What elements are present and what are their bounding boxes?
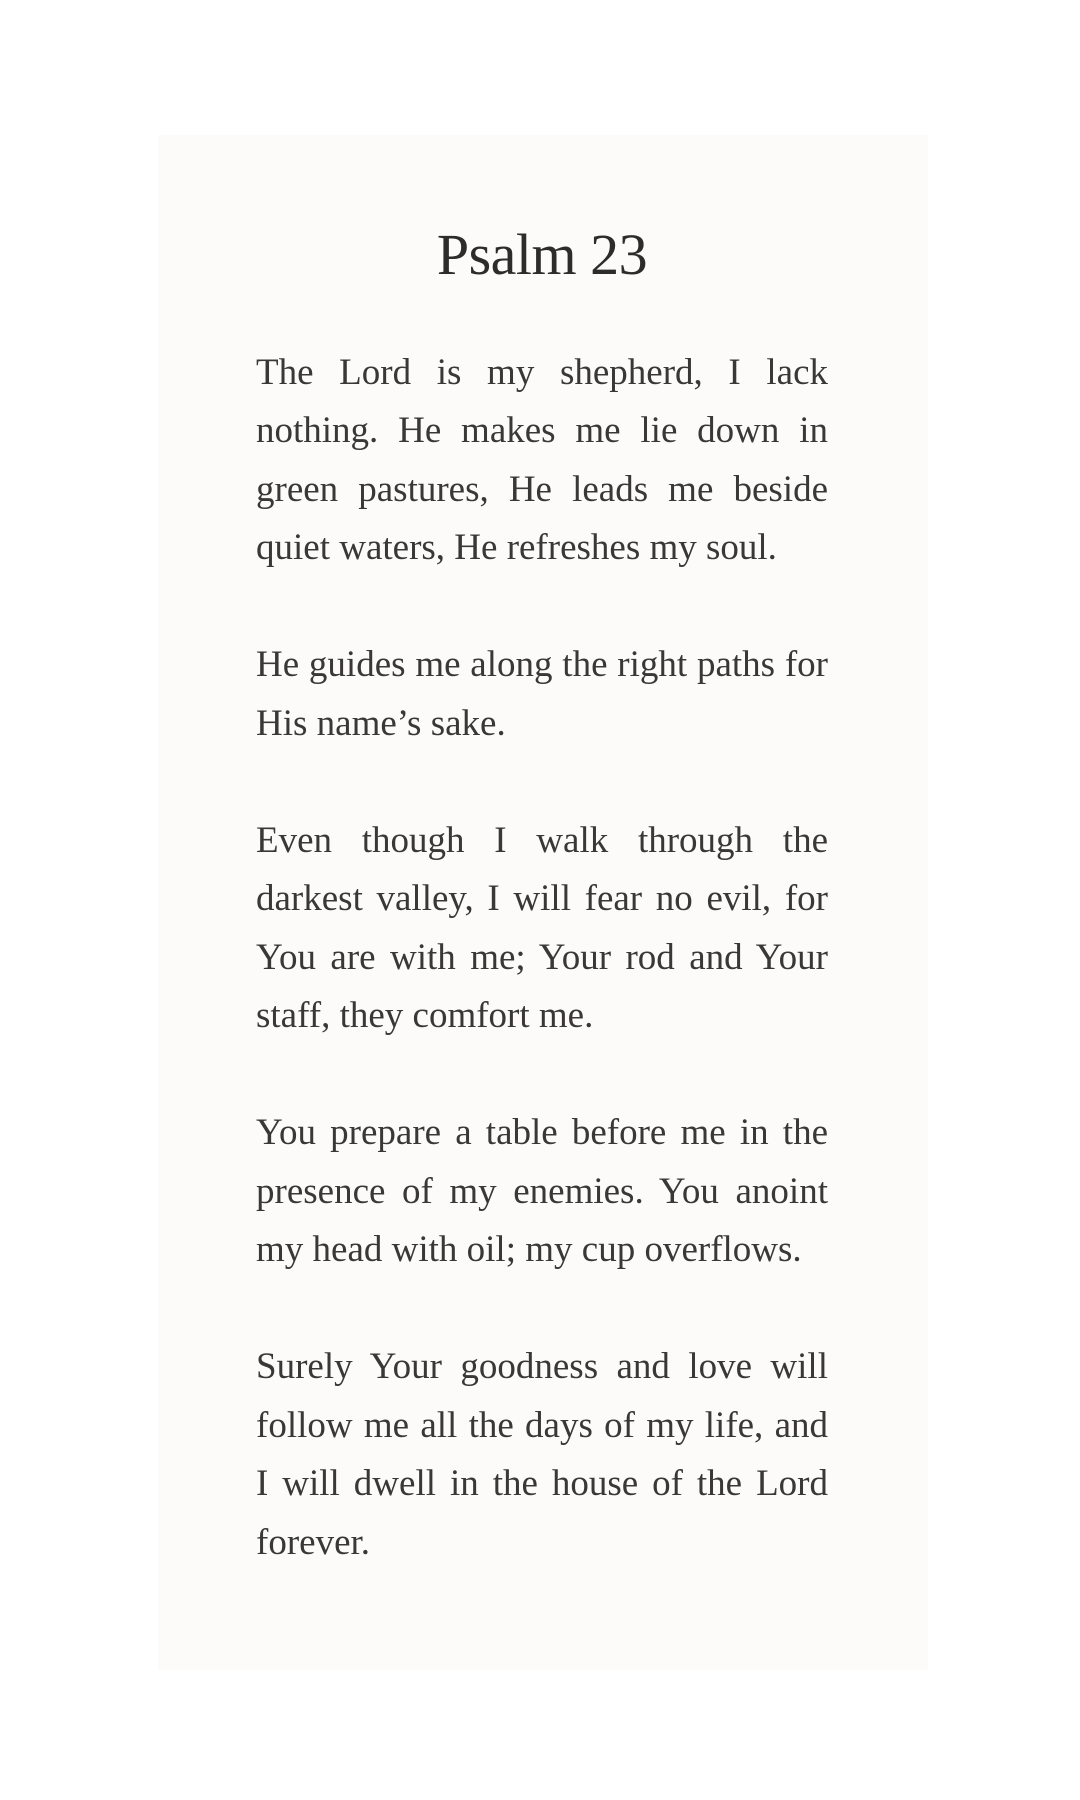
verse-paragraph: You prepare a table before me in the presence of my enemies. You anoint my head with oil; my cup overflows.	[256, 1112, 828, 1271]
verse-paragraph: Surely Your goodness and love will follow me all the days of my life, and I will dwell in the house of the Lord forever.	[256, 1346, 828, 1563]
psalm-card	[158, 135, 928, 1670]
verse-paragraph: The Lord is my shepherd, I lack nothing. He makes me lie down in green pastures, He leads me beside quiet waters, He refreshes my soul.	[256, 351, 828, 569]
verse-paragraph: Even though I walk through the darkest valley, I will fear no evil, for You are with me; Your rod and Your staff, they comfort me.	[256, 819, 828, 1037]
verse-paragraph: He guides me along the right paths for His name’s sake.	[256, 644, 828, 744]
verse-list	[256, 344, 828, 1573]
page-title: Psalm 23	[436, 222, 648, 287]
